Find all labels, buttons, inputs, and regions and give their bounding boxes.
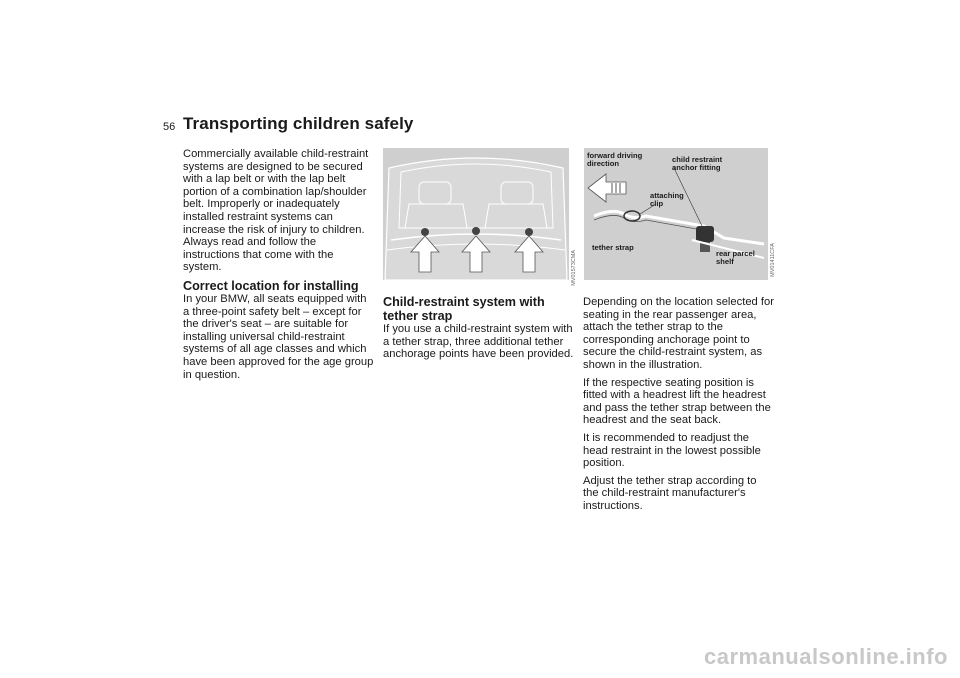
label-anchor-fitting: child restraint anchor fitting: [672, 155, 723, 173]
column-2: [383, 295, 575, 366]
figure-1-code: MV01573CMA: [571, 250, 577, 286]
page-number: 56: [163, 121, 176, 133]
label-attaching-clip: attaching clip: [650, 191, 684, 209]
section-heading-location: Correct location for installing: [183, 278, 359, 293]
watermark: carmanualsonline.info: [704, 644, 948, 669]
section-heading-tether: Child-restraint system with tether strap: [383, 295, 545, 323]
label-forward-direction: forward driving direction: [587, 151, 643, 169]
instruction-paragraph-4: Adjust the tether strap according to the child-restraint manufacturer's instructions.: [583, 474, 757, 512]
label-parcel-shelf: rear parcel shelf: [716, 249, 755, 267]
rear-seat-illustration: [383, 148, 569, 280]
column-1: [183, 148, 375, 386]
page-title: Transporting children safely: [183, 114, 414, 133]
intro-paragraph: Commercially available child-restraint systems are designed to be secured with a lap belt or with the lap belt portion of a combination lap/shoulder belt. Improperly or inadequately installed restraint systems can increase the risk of injury to children. Always read and follow the instructions that come with the system.: [183, 148, 369, 274]
tether-anchor-illustration: [584, 148, 768, 280]
figure-2-code: MV01411CFA: [770, 243, 776, 277]
column-3: [583, 296, 775, 518]
instruction-paragraph-3: It is recommended to readjust the head restraint in the lowest possible position.: [583, 431, 761, 470]
location-paragraph: In your BMW, all seats equipped with a three-point safety belt – except for the driver's seat – are suitable for installing universal child-restraint systems of all age classes and which have been approved for the age group in question.: [183, 292, 374, 381]
tether-paragraph: If you use a child-restraint system with a tether strap, three additional tether anchorage points have been provided.: [383, 323, 574, 361]
instruction-paragraph-1: Depending on the location selected for seating in the rear passenger area, attach the tether strap to the corresponding anchorage point to secure the child-restraint system, as shown in the illustration.: [583, 296, 774, 371]
rear-seat-drawing: [383, 148, 569, 280]
instruction-paragraph-2: If the respective seating position is fitted with a headrest lift the headrest and pass the tether strap between the headrest and the seat back.: [583, 376, 771, 427]
label-tether-strap: tether strap: [592, 243, 634, 252]
